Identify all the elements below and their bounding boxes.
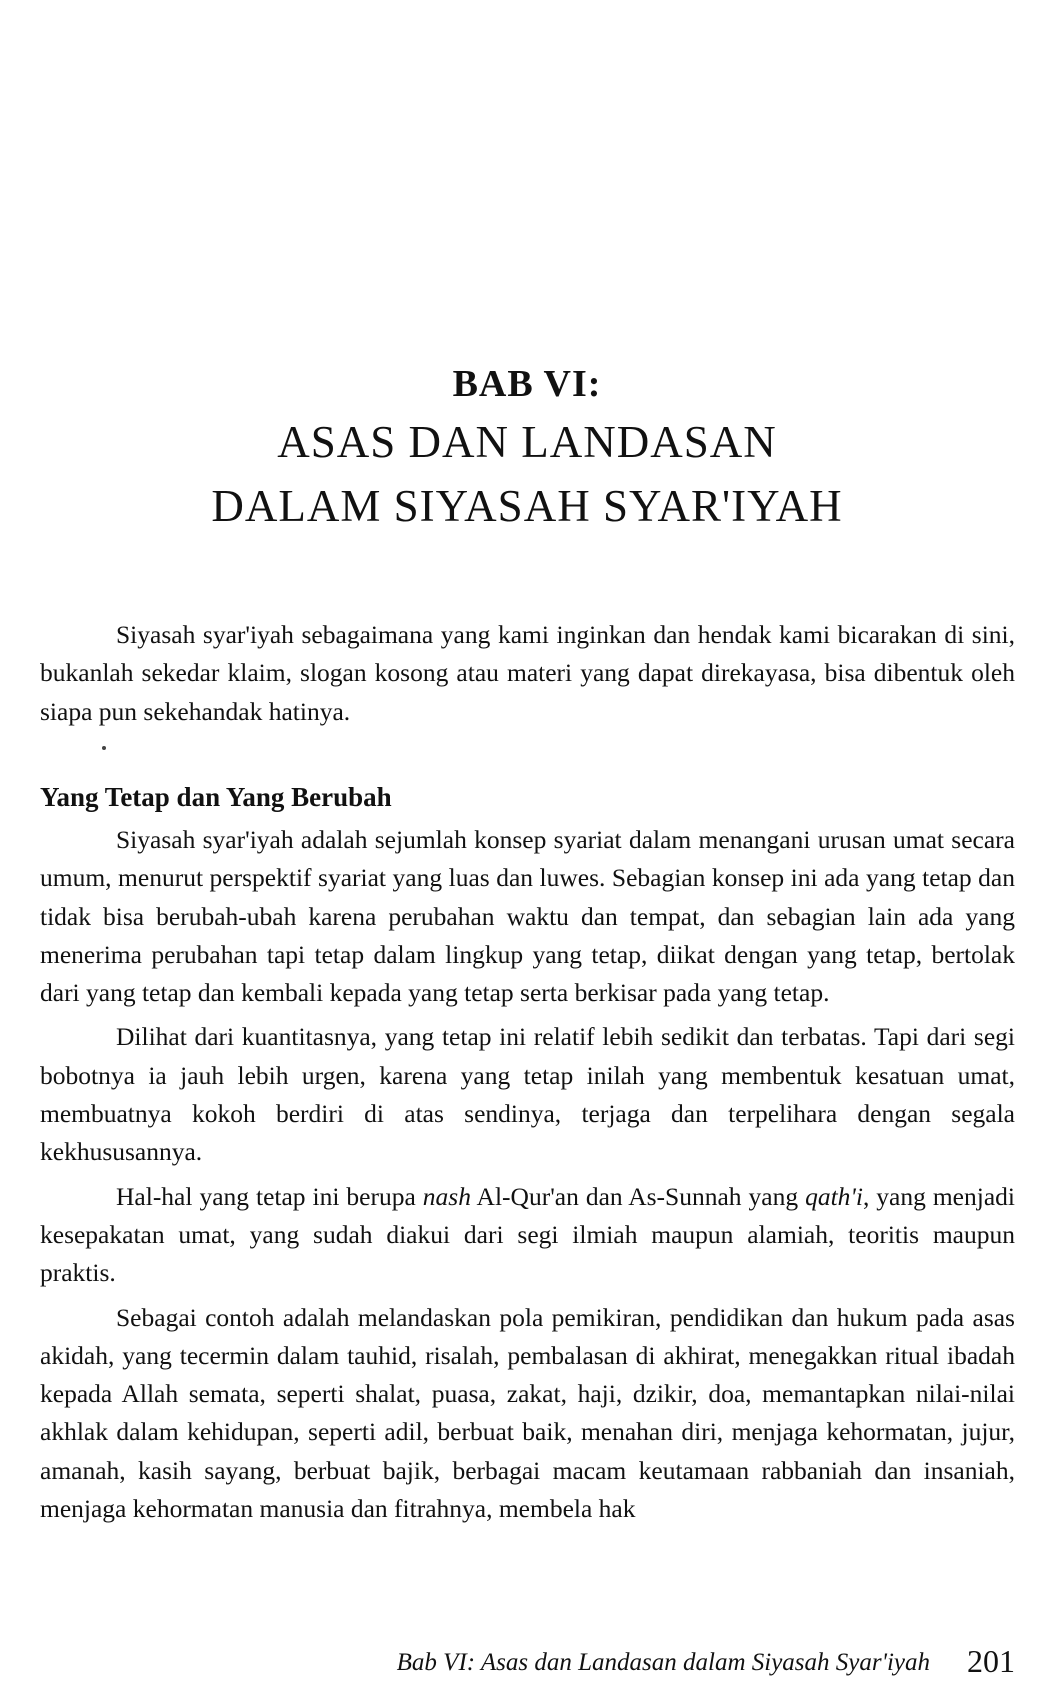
intro-block (40, 616, 1015, 731)
section-paragraph-3 (40, 1178, 1015, 1293)
page-footer (40, 1643, 1015, 1683)
section-paragraph-4: Sebagai contoh adalah melandaskan pola pemikiran, pendidikan dan hukum pada asas akidah, yang tecermin dalam tauhid, risalah, pembalasan di akhirat, menegakkan ritual ibadah kepada Allah semata, seperti shalat, puasa, zakat, haji, dzikir, doa, memantapkan nilai-nilai akhlak dalam kehidupan, seperti adil, berbuat baik, menahan diri, menjaga kehormatan, jujur, amanah, kasih sayang, berbuat bajik, berbagai macam keutamaan rabbaniah dan insaniah, menjaga kehormatan manusia dan fitrahnya, membela hak (40, 1302, 1015, 1524)
chapter-title-line-1: ASAS DAN LANDASAN (277, 417, 777, 467)
chapter-label: BAB VI: (452, 363, 602, 405)
page-number: 201 (967, 1643, 1015, 1679)
intro-paragraph: Siyasah syar'iyah sebagaimana yang kami inginkan dan hendak kami bicarakan di sini, bukanlah sekedar klaim, slogan kosong atau materi yang dapat direkayasa, bisa dibentuk oleh siapa pun sekehandak hatinya. (40, 620, 1015, 726)
section-body (40, 821, 1015, 1534)
section-paragraph-2: Dilihat dari kuantitasnya, yang tetap ini relatif lebih sedikit dan terbatas. Tapi dari segi bobotnya ia jauh lebih urgen, karena yang tetap inilah yang membentuk kesatuan umat, membuatnya kokoh berdiri di atas sendinya, terjaga dan terpelihara dengan segala kekhususannya. (40, 1022, 1015, 1167)
section-heading: Yang Tetap dan Yang Berubah (40, 782, 392, 812)
running-title: Bab VI: Asas dan Landasan dalam Siyasah Syar'iyah (396, 1649, 930, 1676)
p3-text-c: , yang menjadi kesepakatan umat, yang sudah diakui dari segi ilmiah maupun alamiah, teoritis maupun praktis. (40, 1181, 1015, 1288)
p3-term-nash: nash (422, 1181, 471, 1211)
scan-speck (102, 746, 106, 750)
section-paragraph-1: Siyasah syar'iyah adalah sejumlah konsep syariat dalam menangani urusan umat secara umum, menurut perspektif syariat yang luas dan luwes. Sebagian konsep ini ada yang tetap dan tidak bisa berubah-ubah karena perubahan waktu dan tempat, dan sebagian lain ada yang menerima perubahan tapi tetap dalam lingkup yang tetap, diikat dengan yang tetap, bertolak dari yang tetap dan kembali kepada yang tetap serta berkisar pada yang tetap. (40, 825, 1015, 1008)
p3-text-a: Hal-hal yang tetap ini berupa (116, 1181, 423, 1211)
p3-term-qathi: qath'i (805, 1181, 863, 1211)
p3-text-b: Al-Qur'an dan As-Sunnah yang (470, 1181, 806, 1211)
chapter-title-line-2: DALAM SIYASAH SYAR'IYAH (211, 481, 843, 531)
